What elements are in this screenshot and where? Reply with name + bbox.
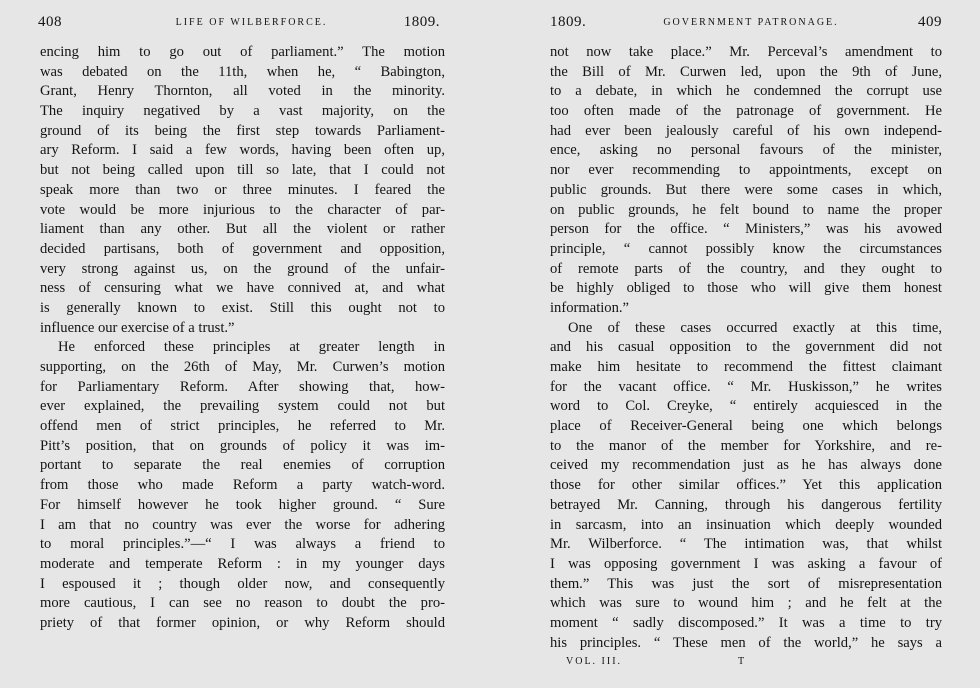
text-line: but not being called upon till so late, that I could not	[40, 162, 445, 179]
text-line: One of these cases occurred exactly at this time,	[568, 319, 942, 336]
text-line: is generally known to exist. Still this ought not to	[40, 299, 445, 316]
text-line: ence, asking no personal favours of the minister,	[550, 142, 942, 159]
text-line: I am that no country was ever the worse for adhering	[40, 516, 445, 533]
text-line: decided partisans, both of government and opposition,	[40, 240, 445, 257]
text-line: moderate and temperate Reform : in my younger days	[40, 555, 445, 572]
text-line: Mr. Wilberforce. “ The intimation was, that whilst	[550, 536, 942, 553]
text-line: ary Reform. I said a few words, having been often up,	[40, 142, 445, 159]
right-body-text	[550, 43, 942, 653]
text-line: ness of censuring what we have connived at, and what	[40, 280, 445, 297]
text-line: supporting, on the 26th of May, Mr. Curwen’s motion	[40, 359, 445, 375]
text-line: principle, “ cannot possibly know the circumstances	[550, 240, 942, 257]
text-line: to moral principles.”—“ I was always a friend to	[40, 536, 445, 553]
text-line: from those who made Reform a party watch-word.	[40, 477, 445, 494]
text-line: and his casual opposition to the government did not	[550, 339, 942, 356]
right-running-title: GOVERNMENT PATRONAGE.	[663, 17, 839, 28]
text-line: The inquiry negatived by a vast majority, on the	[40, 103, 445, 120]
text-line: priety of that former opinion, or why Reform should	[40, 614, 445, 631]
text-line: information.”	[550, 299, 630, 316]
text-line: For himself however he took higher ground. “ Sure	[40, 496, 445, 513]
text-line: very strong against us, on the ground of the unfair-	[40, 260, 445, 277]
text-line: moment “ sadly discomposed.” It was a time to try	[550, 614, 942, 631]
text-line: place of Receiver-General being one which belongs	[550, 418, 942, 435]
right-running-head	[550, 14, 942, 34]
left-body-text	[40, 43, 445, 634]
text-line: those for other similar offices.” Yet this application	[550, 477, 942, 494]
text-line: the Bill of Mr. Curwen led, upon the 9th of June,	[550, 63, 942, 80]
text-line: to a debate, in which he condemned the corrupt use	[550, 83, 942, 100]
text-line: ever explained, the prevailing system could not but	[40, 398, 445, 415]
left-page-number: 408	[38, 14, 62, 30]
text-line: betrayed Mr. Canning, through his dangerous fertility	[550, 496, 942, 513]
text-line: of remote parts of the country, and they ought to	[550, 260, 942, 277]
text-line: ground of its being the first step towards Parliament-	[40, 122, 445, 139]
text-line: word to Col. Creyke, “ entirely acquiesced in the	[550, 398, 942, 415]
left-running-head	[40, 14, 445, 34]
text-line: to the manor of the member for Yorkshire, and re-	[550, 437, 942, 454]
gathering-signature: T	[738, 656, 747, 667]
right-running-year: 1809.	[550, 14, 587, 30]
text-line: be highly obliged to those who will give them honest	[550, 280, 942, 297]
left-page	[40, 0, 445, 688]
text-line: I was opposing government I was asking a favour of	[550, 555, 942, 572]
text-line: for Parliamentary Reform. After showing that, how-	[40, 378, 445, 395]
right-page-number: 409	[918, 14, 942, 30]
text-line: for the vacant office. “ Mr. Huskisson,” he writes	[550, 378, 942, 395]
text-line: had ever been jealously careful of his own independ-	[550, 122, 942, 139]
left-running-title: LIFE OF WILBERFORCE.	[175, 17, 328, 28]
text-line: He enforced these principles at greater length in	[58, 339, 445, 356]
text-line: them.” This was just the sort of misrepresentation	[550, 575, 942, 592]
text-line: make him hesitate to recommend the fittest claimant	[550, 359, 942, 375]
text-line: offend men of strict principles, he referred to Mr.	[40, 418, 445, 435]
right-page-footer	[566, 656, 942, 672]
left-running-year: 1809.	[403, 14, 440, 30]
text-line: person for the office. “ Ministers,” was his avowed	[550, 221, 942, 238]
text-line: public grounds. But there were some cases in which,	[550, 181, 942, 198]
text-line: was debated on the 11th, when he, “ Babington,	[40, 63, 445, 80]
text-line: speak more than two or three minutes. I feared the	[40, 181, 445, 198]
text-line: I espoused it ; though older now, and consequently	[40, 575, 445, 592]
text-line: influence our exercise of a trust.”	[40, 319, 235, 336]
text-line: portant to separate the real enemies of corruption	[40, 457, 445, 474]
text-line: Grant, Henry Thornton, all voted in the minority.	[40, 83, 445, 100]
right-page	[550, 0, 942, 688]
text-line: liament than any other. But all the violent or rather	[40, 221, 445, 238]
text-line: which was sure to wound him ; and he felt at the	[550, 595, 942, 612]
text-line: on public grounds, he felt bound to name the proper	[550, 201, 942, 218]
text-line: Pitt’s position, that on grounds of policy it was im-	[40, 437, 445, 454]
text-line: ceived my recommendation just as he has always done	[550, 457, 942, 474]
text-line: too often made of the patronage of government. He	[550, 103, 942, 120]
volume-signature: VOL. III.	[566, 656, 623, 667]
text-line: in sarcasm, into an insinuation which deeply wounded	[550, 516, 942, 533]
text-line: not now take place.” Mr. Perceval’s amendment to	[550, 44, 942, 60]
text-line: vote would be more injurious to the character of par-	[40, 201, 445, 218]
text-line: encing him to go out of parliament.” The motion	[40, 44, 445, 60]
text-line: more cautious, I can see no reason to doubt the pro-	[40, 595, 445, 612]
text-line: nor ever recommending to appointments, except on	[550, 162, 942, 179]
text-line: his principles. “ These men of the world,” he says a	[550, 634, 942, 651]
